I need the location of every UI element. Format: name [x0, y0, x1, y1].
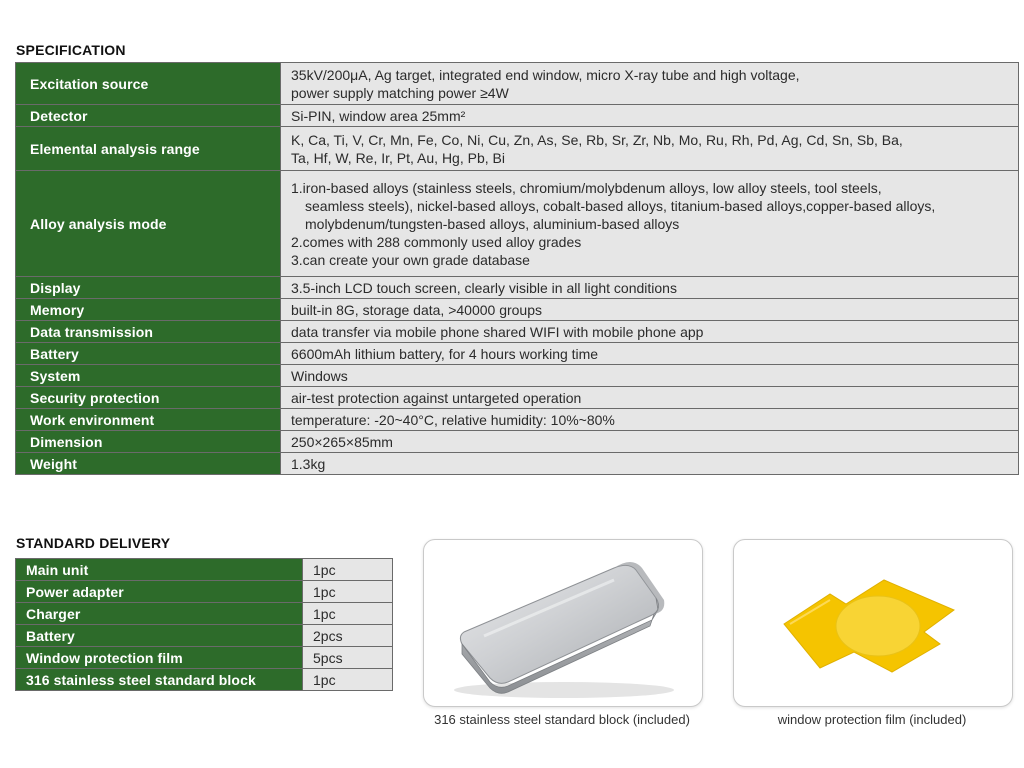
spec-value-line: Windows [291, 367, 348, 384]
spec-value-line: temperature: -20~40°C, relative humidity: 10%~80% [291, 411, 615, 428]
delivery-item: Window protection film [16, 647, 303, 669]
spec-row-data-transmission [16, 321, 1019, 343]
spec-row-memory [16, 299, 1019, 321]
standard-delivery-title: STANDARD DELIVERY [16, 535, 171, 551]
window-protection-film-image [734, 540, 1012, 706]
spec-value-line: data transfer via mobile phone shared WIFI with mobile phone app [291, 323, 704, 340]
delivery-item: 316 stainless steel standard block [16, 669, 303, 691]
spec-row-display [16, 277, 1019, 299]
spec-value-line: air-test protection against untargeted operation [291, 389, 582, 406]
spec-value [281, 277, 1019, 299]
spec-row-battery [16, 343, 1019, 365]
spec-key: Alloy analysis mode [16, 171, 281, 277]
spec-value [281, 387, 1019, 409]
specification-title: SPECIFICATION [16, 42, 126, 58]
spec-value-line: power supply matching power ≥4W [291, 84, 509, 101]
spec-value [281, 343, 1019, 365]
delivery-row [16, 559, 393, 581]
delivery-row [16, 625, 393, 647]
spec-row-system [16, 365, 1019, 387]
spec-key: Dimension [16, 431, 281, 453]
delivery-row [16, 647, 393, 669]
spec-value [281, 409, 1019, 431]
delivery-row [16, 669, 393, 691]
spec-value [281, 299, 1019, 321]
delivery-item: Main unit [16, 559, 303, 581]
spec-value [281, 63, 1019, 105]
spec-row-detector [16, 105, 1019, 127]
spec-key: Battery [16, 343, 281, 365]
spec-value [281, 365, 1019, 387]
spec-value-line: molybdenum/tungsten-based alloys, aluminium-based alloys [305, 215, 680, 232]
standard-block-caption: 316 stainless steel standard block (included) [434, 712, 690, 727]
spec-key: Security protection [16, 387, 281, 409]
spec-key: Weight [16, 453, 281, 475]
delivery-row [16, 603, 393, 625]
spec-value-line: 250×265×85mm [291, 433, 393, 450]
spec-row-elemental-analysis-range [16, 127, 1019, 171]
spec-row-dimension [16, 431, 1019, 453]
spec-value-line: built-in 8G, storage data, >40000 groups [291, 301, 543, 318]
spec-value-line: seamless steels), nickel-based alloys, cobalt-based alloys, titanium-based alloys,copper-based alloys, [305, 197, 936, 214]
delivery-item: Charger [16, 603, 303, 625]
spec-value [281, 127, 1019, 171]
spec-value-line: 1.3kg [291, 455, 326, 472]
spec-key: Memory [16, 299, 281, 321]
spec-value-line: 3.can create your own grade database [291, 251, 530, 268]
spec-key: Elemental analysis range [16, 127, 281, 171]
delivery-qty: 2pcs [303, 625, 393, 647]
spec-row-alloy-analysis-mode [16, 171, 1019, 277]
specification-table [15, 62, 1019, 475]
spec-value-line: 35kV/200μA, Ag target, integrated end window, micro X-ray tube and high voltage, [291, 66, 800, 83]
delivery-qty: 5pcs [303, 647, 393, 669]
spec-value-line: 3.5-inch LCD touch screen, clearly visible in all light conditions [291, 279, 677, 296]
protection-film-caption: window protection film (included) [777, 712, 967, 727]
standard-block-photo [423, 539, 703, 707]
spec-value [281, 171, 1019, 277]
spec-key: Display [16, 277, 281, 299]
spec-value [281, 431, 1019, 453]
spec-value-line: K, Ca, Ti, V, Cr, Mn, Fe, Co, Ni, Cu, Zn, As, Se, Rb, Sr, Zr, Nb, Mo, Ru, Rh, Pd, Ag, Cd, Sn, Sb, Ba, [291, 131, 903, 148]
spec-key: Excitation source [16, 63, 281, 105]
spec-key: Work environment [16, 409, 281, 431]
delivery-qty: 1pc [303, 669, 393, 691]
spec-value [281, 321, 1019, 343]
protection-film-photo [733, 539, 1013, 707]
spec-key: Data transmission [16, 321, 281, 343]
spec-value-line: 6600mAh lithium battery, for 4 hours working time [291, 345, 599, 362]
spec-value-line: Ta, Hf, W, Re, Ir, Pt, Au, Hg, Pb, Bi [291, 149, 505, 166]
spec-row-weight [16, 453, 1019, 475]
delivery-row [16, 581, 393, 603]
spec-value [281, 453, 1019, 475]
spec-row-security-protection [16, 387, 1019, 409]
spec-row-work-environment [16, 409, 1019, 431]
delivery-item: Power adapter [16, 581, 303, 603]
delivery-qty: 1pc [303, 581, 393, 603]
spec-value-line: 1.iron-based alloys (stainless steels, chromium/molybdenum alloys, low alloy steels, tool steels, [291, 179, 882, 196]
spec-value-line: Si-PIN, window area 25mm² [291, 107, 466, 124]
spec-value [281, 105, 1019, 127]
delivery-qty: 1pc [303, 603, 393, 625]
delivery-qty: 1pc [303, 559, 393, 581]
spec-key: Detector [16, 105, 281, 127]
standard-delivery-table [15, 558, 393, 691]
spec-key: System [16, 365, 281, 387]
delivery-item: Battery [16, 625, 303, 647]
spec-row-excitation-source [16, 63, 1019, 105]
spec-value-line: 2.comes with 288 commonly used alloy grades [291, 233, 582, 250]
stainless-steel-block-image [424, 540, 702, 706]
